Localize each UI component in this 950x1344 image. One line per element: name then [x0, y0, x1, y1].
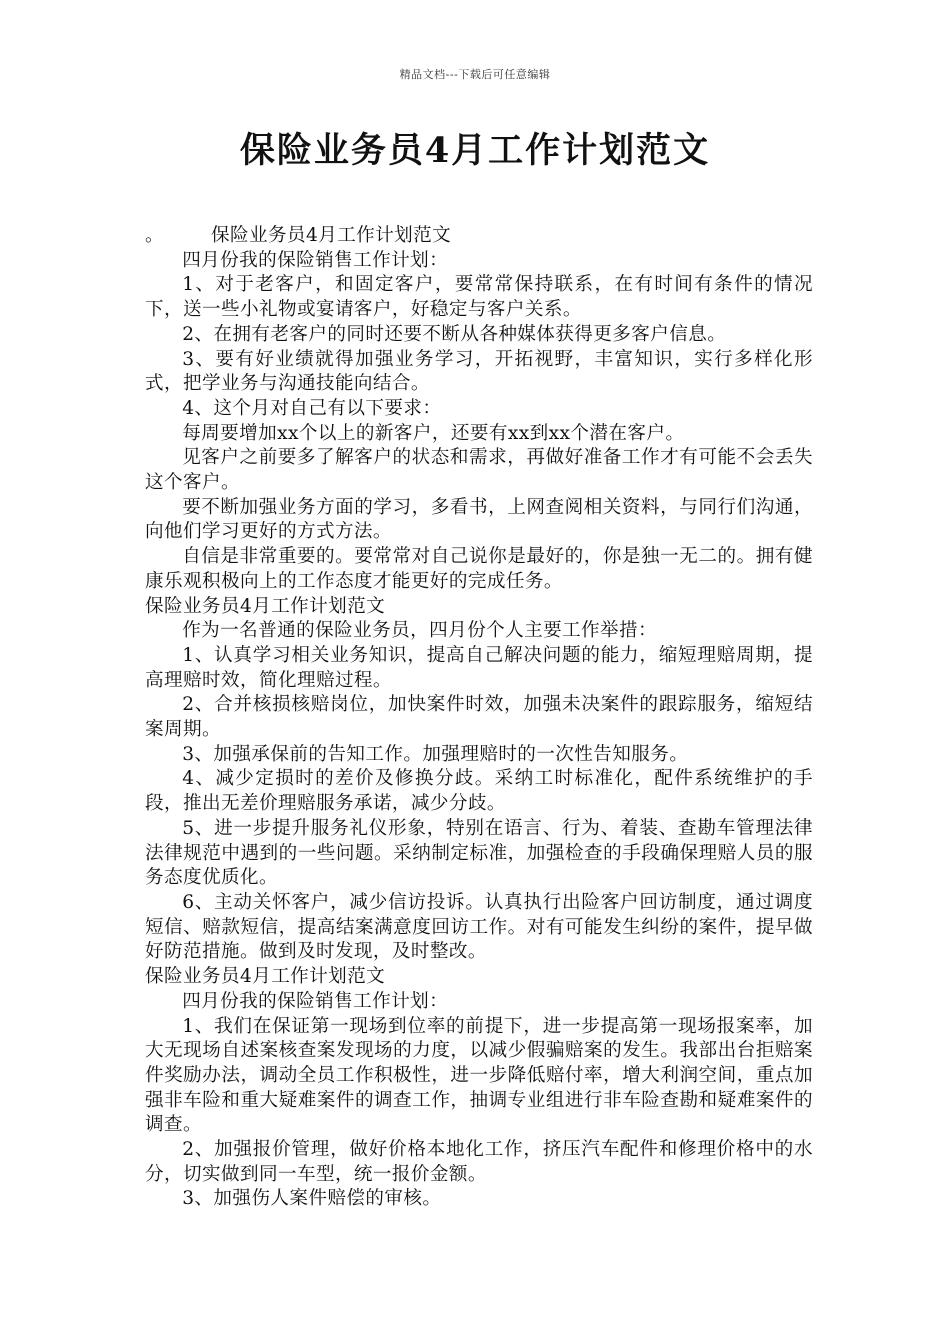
document-body — [145, 224, 813, 1212]
body-paragraph: 2、合并核损核赔岗位，加快案件时效，加强未决案件的跟踪服务，缩短结案周期。 — [145, 694, 813, 741]
document-title: 保险业务员4月工作计划范文 — [239, 130, 711, 171]
first-line-text: 保险业务员4月工作计划范文 — [211, 225, 452, 246]
body-paragraph: 1、我们在保证第一现场到位率的前提下，进一步提高第一现场报案率，加大无现场自述案核查案发现场的力度，以减少假骗赔案的发生。我部出台拒赔案件奖励办法，调动全员工作积极性，进一步降低赔付率，增大利润空间，重点加强非车险和重大疑难案件的调查工作，抽调专业组进行非车险查勘和疑难案件的调查。 — [145, 1015, 813, 1136]
body-paragraph: 3、加强承保前的告知工作。加强理赔时的一次性告知服务。 — [182, 743, 689, 765]
body-paragraph: 四月份我的保险销售工作计划： — [182, 249, 449, 271]
body-paragraph: 2、加强报价管理，做好价格本地化工作，挤压汽车配件和修理价格中的水分，切实做到同一车型，统一报价金额。 — [145, 1139, 813, 1185]
body-paragraph: 2、在拥有老客户的同时还要不断从各种媒体获得更多客户信息。 — [182, 323, 727, 345]
lead-mark: 。 — [145, 225, 164, 246]
body-paragraph: 要不断加强业务方面的学习，多看书，上网查阅相关资料，与同行们沟通，向他们学习更好的方式方法。 — [145, 496, 813, 543]
body-paragraph: 四月份我的保险销售工作计划： — [182, 990, 449, 1012]
first-line — [145, 224, 813, 249]
body-paragraph: 1、对于老客户，和固定客户，要常常保持联系，在有时间有条件的情况下，送一些小礼物或宴请客户，好稳定与客户关系。 — [145, 274, 813, 321]
body-paragraph: 3、要有好业绩就得加强业务学习，开拓视野，丰富知识，实行多样化形式，把学业务与沟通技能向结合。 — [145, 348, 813, 395]
section-heading: 保险业务员4月工作计划范文 — [145, 595, 386, 617]
section-heading: 保险业务员4月工作计划范文 — [145, 966, 386, 988]
body-paragraph: 每周要增加xx个以上的新客户，还要有xx到xx个潜在客户。 — [182, 422, 685, 444]
body-paragraph: 4、这个月对自己有以下要求： — [182, 397, 442, 419]
body-paragraph: 1、认真学习相关业务知识，提高自己解决问题的能力，缩短理赔周期，提高理赔时效，简化理赔过程。 — [145, 644, 813, 691]
body-paragraph: 5、进一步提升服务礼仪形象，特别在语言、行为、着装、查勘车管理法律法律规范中遇到的一些问题。采纳制定标准，加强检查的手段确保理赔人员的服务态度优质化。 — [145, 817, 813, 889]
body-paragraph: 自信是非常重要的。要常常对自己说你是最好的，你是独一无二的。拥有健康乐观积极向上的工作态度才能更好的完成任务。 — [145, 546, 813, 592]
body-paragraph: 3、加强伤人案件赔偿的审核。 — [182, 1188, 442, 1210]
body-paragraph: 6、主动关怀客户，减少信访投诉。认真执行出险客户回访制度，通过调度短信、赔款短信，提高结案满意度回访工作。对有可能发生纠纷的案件，提早做好防范措施。做到及时发现，及时整改。 — [145, 891, 813, 963]
body-paragraph: 见客户之前要多了解客户的状态和需求，再做好准备工作才有可能不会丢失这个客户。 — [145, 447, 813, 494]
body-paragraph: 作为一名普通的保险业务员，四月份个人主要工作举措： — [182, 620, 658, 642]
body-paragraph: 4、减少定损时的差价及修换分歧。采纳工时标准化，配件系统维护的手段，推出无差价理赔服务承诺，减少分歧。 — [145, 768, 813, 815]
header-note: 精品文档---下载后可任意编辑 — [399, 68, 551, 81]
